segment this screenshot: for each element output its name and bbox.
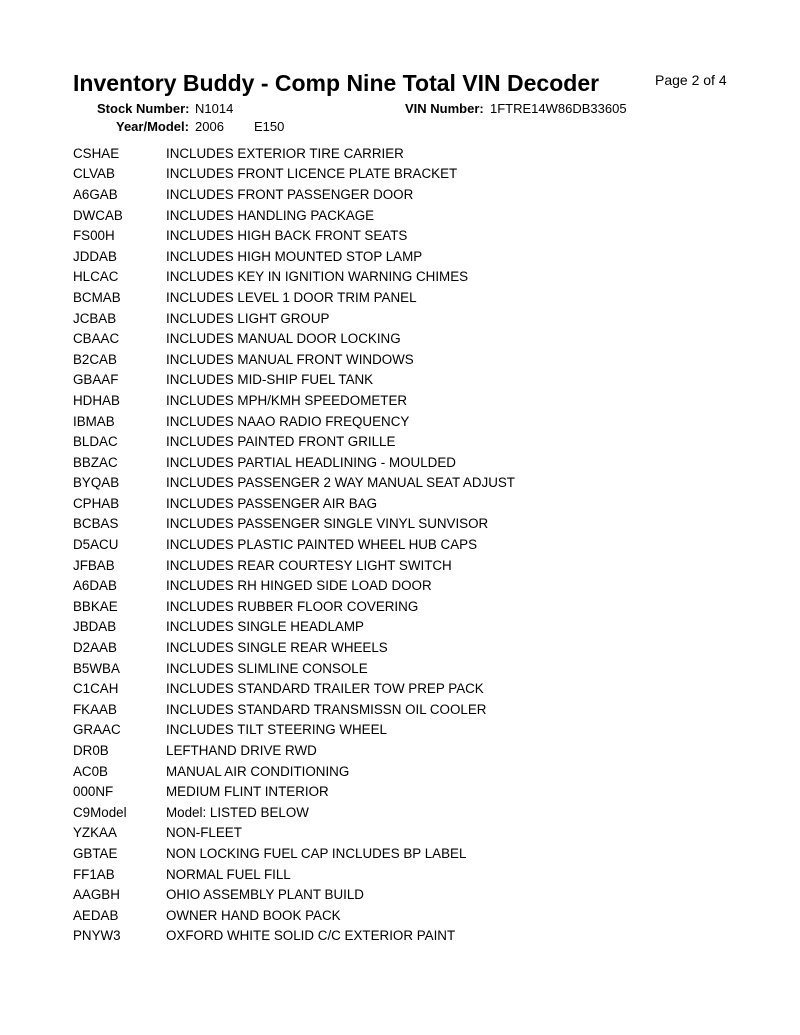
year-value: 2006	[195, 119, 224, 134]
option-code: BCMAB	[73, 289, 121, 305]
option-code: C1CAH	[73, 681, 119, 697]
option-code: GBTAE	[73, 845, 118, 861]
option-code: BCBAS	[73, 516, 119, 532]
option-code: JDDAB	[73, 248, 117, 264]
option-description: INCLUDES FRONT PASSENGER DOOR	[166, 186, 414, 202]
list-item	[73, 390, 753, 411]
option-description: INCLUDES TILT STEERING WHEEL	[166, 722, 387, 738]
option-code: IBMAB	[73, 413, 115, 429]
list-item	[73, 864, 753, 885]
list-item	[73, 555, 753, 576]
list-item	[73, 926, 753, 947]
list-item	[73, 596, 753, 617]
option-description: INCLUDES SLIMLINE CONSOLE	[166, 660, 368, 676]
option-description: INCLUDES RUBBER FLOOR COVERING	[166, 598, 419, 614]
option-description: INCLUDES PAINTED FRONT GRILLE	[166, 434, 396, 450]
list-item	[73, 761, 753, 782]
page-number: Page 2 of 4	[655, 72, 727, 88]
list-item	[73, 617, 753, 638]
list-item	[73, 246, 753, 267]
option-code: FKAAB	[73, 701, 117, 717]
list-item	[73, 493, 753, 514]
option-description: INCLUDES PASSENGER AIR BAG	[166, 495, 378, 511]
option-description: INCLUDES PLASTIC PAINTED WHEEL HUB CAPS	[166, 537, 478, 553]
option-description: INCLUDES STANDARD TRAILER TOW PREP PACK	[166, 681, 484, 697]
list-item	[73, 328, 753, 349]
option-code: A6GAB	[73, 186, 118, 202]
option-description: INCLUDES HIGH MOUNTED STOP LAMP	[166, 248, 423, 264]
option-code: FF1AB	[73, 866, 115, 882]
option-description: INCLUDES KEY IN IGNITION WARNING CHIMES	[166, 269, 469, 285]
option-description: INCLUDES PASSENGER 2 WAY MANUAL SEAT ADJUST	[166, 475, 515, 491]
option-code: BBZAC	[73, 454, 118, 470]
option-description: OHIO ASSEMBLY PLANT BUILD	[166, 887, 364, 903]
option-description: INCLUDES MANUAL DOOR LOCKING	[166, 331, 401, 347]
option-description: INCLUDES HIGH BACK FRONT SEATS	[166, 228, 408, 244]
option-description: INCLUDES SINGLE REAR WHEELS	[166, 640, 388, 656]
option-code: B2CAB	[73, 351, 117, 367]
option-code: YZKAA	[73, 825, 117, 841]
option-description: LEFTHAND DRIVE RWD	[166, 743, 317, 759]
option-code: 000NF	[73, 784, 114, 800]
list-item	[73, 370, 753, 391]
option-description: INCLUDES FRONT LICENCE PLATE BRACKET	[166, 166, 458, 182]
page-title: Inventory Buddy - Comp Nine Total VIN Decoder	[73, 70, 600, 96]
list-item	[73, 205, 753, 226]
option-description: INCLUDES REAR COURTESY LIGHT SWITCH	[166, 557, 452, 573]
list-item	[73, 575, 753, 596]
list-item	[73, 431, 753, 452]
option-code: CBAAC	[73, 331, 120, 347]
option-code: DR0B	[73, 743, 109, 759]
option-description: NORMAL FUEL FILL	[166, 866, 291, 882]
option-code: B5WBA	[73, 660, 120, 676]
option-code: CSHAE	[73, 145, 120, 161]
option-code: HDHAB	[73, 392, 120, 408]
year-model-label: Year/Model:	[116, 119, 189, 134]
option-description: INCLUDES NAAO RADIO FREQUENCY	[166, 413, 410, 429]
option-description: INCLUDES LEVEL 1 DOOR TRIM PANEL	[166, 289, 417, 305]
option-description: INCLUDES SINGLE HEADLAMP	[166, 619, 364, 635]
option-code: FS00H	[73, 228, 115, 244]
option-description: INCLUDES MID-SHIP FUEL TANK	[166, 372, 374, 388]
option-code: GBAAF	[73, 372, 119, 388]
option-code: JFBAB	[73, 557, 115, 573]
option-description: MANUAL AIR CONDITIONING	[166, 763, 350, 779]
option-description: INCLUDES STANDARD TRANSMISSN OIL COOLER	[166, 701, 487, 717]
option-code: AEDAB	[73, 907, 119, 923]
option-description: NON-FLEET	[166, 825, 242, 841]
option-description: INCLUDES PASSENGER SINGLE VINYL SUNVISOR	[166, 516, 489, 532]
list-item	[73, 637, 753, 658]
option-code: CLVAB	[73, 166, 115, 182]
option-code: D5ACU	[73, 537, 119, 553]
option-code: JBDAB	[73, 619, 117, 635]
option-code: C9Model	[73, 804, 127, 820]
option-description: NON LOCKING FUEL CAP INCLUDES BP LABEL	[166, 845, 467, 861]
list-item	[73, 658, 753, 679]
list-item	[73, 225, 753, 246]
list-item	[73, 308, 753, 329]
vin-number-label: VIN Number:	[405, 101, 484, 116]
list-item	[73, 452, 753, 473]
option-code: BYQAB	[73, 475, 120, 491]
option-code-list	[73, 143, 753, 946]
option-code: AAGBH	[73, 887, 120, 903]
option-code: HLCAC	[73, 269, 119, 285]
option-code: CPHAB	[73, 495, 120, 511]
list-item	[73, 287, 753, 308]
option-code: PNYW3	[73, 928, 121, 944]
list-item	[73, 884, 753, 905]
stock-number-value: N1014	[195, 101, 234, 116]
list-item	[73, 349, 753, 370]
option-code: A6DAB	[73, 578, 117, 594]
list-item	[73, 678, 753, 699]
option-code: BBKAE	[73, 598, 118, 614]
option-description: INCLUDES RH HINGED SIDE LOAD DOOR	[166, 578, 432, 594]
option-description: INCLUDES MPH/KMH SPEEDOMETER	[166, 392, 408, 408]
list-item	[73, 267, 753, 288]
list-item	[73, 164, 753, 185]
option-description: MEDIUM FLINT INTERIOR	[166, 784, 329, 800]
option-description: INCLUDES LIGHT GROUP	[166, 310, 330, 326]
list-item	[73, 720, 753, 741]
option-code: D2AAB	[73, 640, 117, 656]
vin-number-value: 1FTRE14W86DB33605	[490, 101, 627, 116]
model-value: E150	[254, 119, 285, 134]
list-item	[73, 143, 753, 164]
option-description: INCLUDES MANUAL FRONT WINDOWS	[166, 351, 414, 367]
list-item	[73, 699, 753, 720]
list-item	[73, 781, 753, 802]
list-item	[73, 802, 753, 823]
stock-number-label: Stock Number:	[97, 101, 190, 116]
option-description: INCLUDES EXTERIOR TIRE CARRIER	[166, 145, 404, 161]
list-item	[73, 905, 753, 926]
option-code: AC0B	[73, 763, 108, 779]
option-code: DWCAB	[73, 207, 123, 223]
list-item	[73, 534, 753, 555]
list-item	[73, 843, 753, 864]
option-description: INCLUDES HANDLING PACKAGE	[166, 207, 375, 223]
list-item	[73, 411, 753, 432]
option-code: JCBAB	[73, 310, 117, 326]
option-code: BLDAC	[73, 434, 118, 450]
list-item	[73, 473, 753, 494]
option-description: INCLUDES PARTIAL HEADLINING - MOULDED	[166, 454, 456, 470]
list-item	[73, 514, 753, 535]
option-description: OXFORD WHITE SOLID C/C EXTERIOR PAINT	[166, 928, 456, 944]
list-item	[73, 740, 753, 761]
option-description: Model: LISTED BELOW	[166, 804, 309, 820]
option-description: OWNER HAND BOOK PACK	[166, 907, 341, 923]
list-item	[73, 823, 753, 844]
list-item	[73, 184, 753, 205]
option-code: GRAAC	[73, 722, 121, 738]
